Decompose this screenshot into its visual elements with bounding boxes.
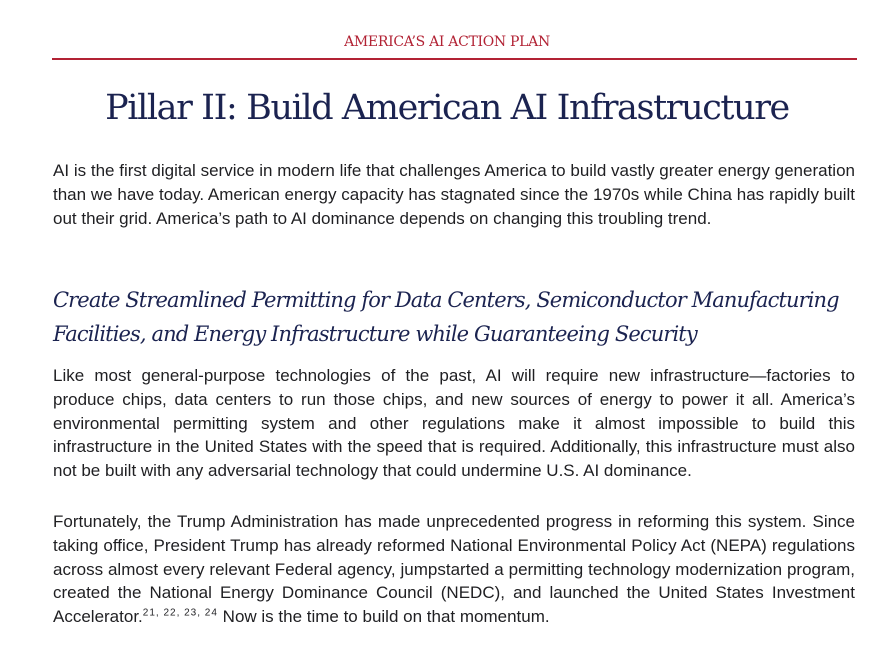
body-paragraph-infrastructure: Like most general-purpose technologies of the past, AI will require new infrastructure—factories to produce chips, data centers to run those chips, and new sources of energy to power it all. America’s environmental permitting system and other regulations make it almost impossible to build this infrastructure in the United States with the speed that is required. Additionally, this infrastructure must also not be built with any adversarial technology that could undermine U.S. AI dominance.: [53, 366, 855, 481]
running-header: AMERICA’S AI ACTION PLAN: [344, 34, 550, 50]
intro-paragraph: AI is the first digital service in modern life that challenges America to build vastly greater energy generation than we have today. American energy capacity has stagnated since the 1970s while China has rapidly built out their grid. America’s path to AI dominance depends on changing this troubling trend.: [53, 161, 855, 228]
footnote-references[interactable]: 21, 22, 23, 24: [142, 607, 218, 619]
body-paragraph-progress-text: Fortunately, the Trump Administration has made unprecedented progress in reforming this system. Since taking office, President Trump has already reformed National Environmental Policy Act (NEPA) regulations across almost every relevant Federal agency, jumpstarted a permitting technology modernization program, created the National Energy Dominance Council (NEDC), and launched the United States Investment Accelerator.: [53, 512, 855, 627]
header-divider: [52, 58, 857, 60]
page-title: Pillar II: Build American AI Infrastructure: [105, 88, 789, 128]
body-paragraph-progress-closing: Now is the time to build on that momentum.: [217, 607, 550, 627]
section-heading: Create Streamlined Permitting for Data Centers, Semiconductor Manufacturing Facilities, and Energy Infrastructure while Guaranteeing Security: [53, 288, 839, 346]
body-paragraph-progress: [53, 510, 855, 629]
